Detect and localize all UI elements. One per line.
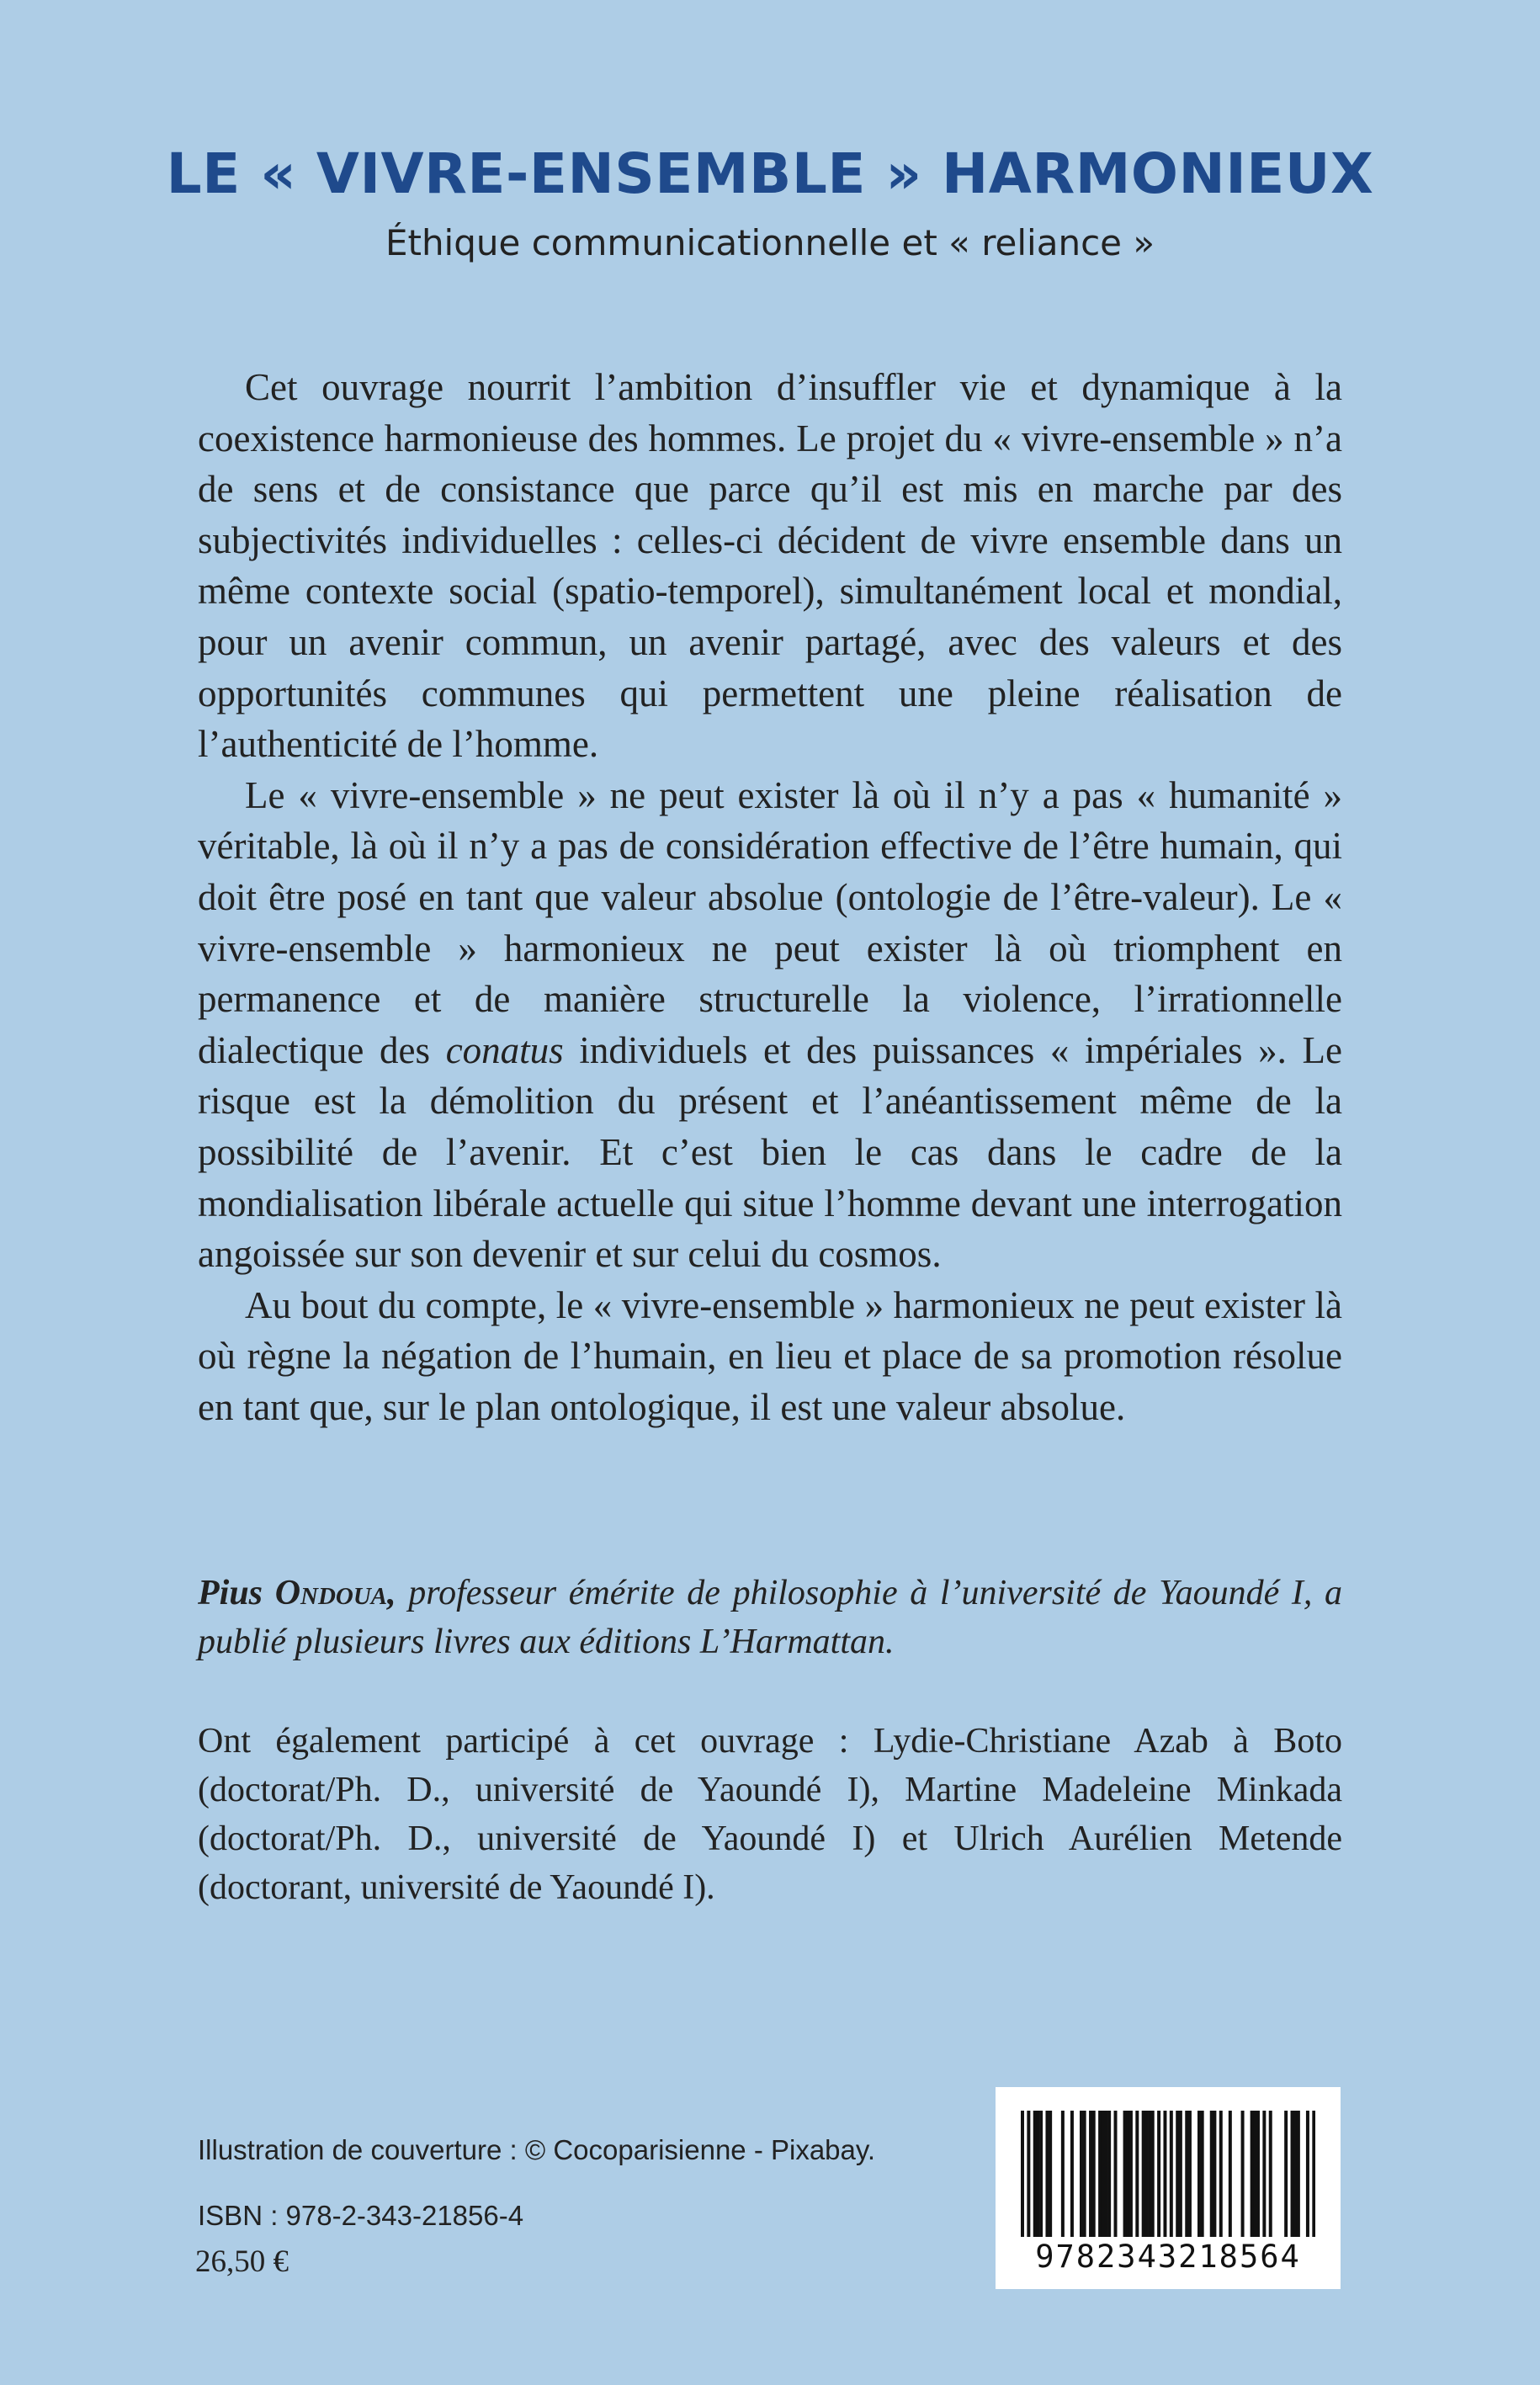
barcode-bar	[1098, 2111, 1102, 2237]
barcode-bar	[1201, 2111, 1204, 2237]
barcode-bar	[1262, 2111, 1266, 2237]
barcode-bar	[1114, 2111, 1118, 2237]
barcode-bar	[1251, 2111, 1254, 2237]
barcode-bar	[1061, 2111, 1065, 2237]
barcode-bar	[1021, 2111, 1024, 2237]
barcode-bar	[1102, 2111, 1105, 2237]
barcode-bar	[1306, 2111, 1309, 2237]
barcode-bar	[1291, 2111, 1294, 2237]
barcode-bar	[1213, 2111, 1216, 2237]
barcode-bar	[1151, 2111, 1155, 2237]
barcode-bar	[1092, 2111, 1096, 2237]
barcode-bar	[1170, 2111, 1173, 2237]
contributors-note: Ont également participé à cet ouvrage : Lydie-Christiane Azab à Boto (doctorat/Ph. D., université de Yaoundé I), Martine Madeleine Minkada (doctorat/Ph. D., université de Yaoundé I) et Ulrich Aurélien Metende (doctorant, université de Yaoundé I).	[198, 1722, 1342, 1907]
book-subtitle: Éthique communicationnelle et « reliance »	[385, 222, 1155, 263]
blurb-paragraph-2	[198, 770, 1342, 1280]
author-bio	[198, 1569, 1342, 1666]
barcode-bar	[1126, 2111, 1129, 2237]
barcode-bar	[1256, 2111, 1260, 2237]
barcode-bar	[1185, 2111, 1188, 2237]
barcode-bar	[1107, 2111, 1111, 2237]
barcode-digits: 9782343218564	[1035, 2239, 1301, 2275]
barcode-bar	[1210, 2111, 1213, 2237]
barcode	[996, 2087, 1341, 2289]
author-bio-text: professeur émérite de philosophie à l’université de Yaoundé I, a publié plusieurs livres aux éditions L’Harmattan.	[198, 1574, 1343, 1661]
barcode-bar	[1135, 2111, 1139, 2237]
barcode-bar	[1176, 2111, 1179, 2237]
barcode-bar	[1269, 2111, 1272, 2237]
blurb-paragraph-2-end: individuels et des puissances « impériales ». Le risque est la démolition du présent et l’anéantissement même de la possibilité de l’avenir. Et c’est bien le cas dans le cadre de la mondialisation libérale actuelle qui situe l’homme devant une interrogation angoissée sur son devenir et sur celui du cosmos.	[198, 1028, 1342, 1276]
barcode-bar	[1312, 2111, 1315, 2237]
barcode-bar	[1027, 2111, 1030, 2237]
barcode-bar	[1123, 2111, 1127, 2237]
barcode-bar	[1142, 2111, 1145, 2237]
barcode-bar	[1083, 2111, 1086, 2237]
barcode-bar	[1033, 2111, 1037, 2237]
barcode-bar	[1293, 2111, 1297, 2237]
barcode-bar	[1148, 2111, 1151, 2237]
barcode-bar	[1253, 2111, 1256, 2237]
cover-illustration-credit: Illustration de couverture : © Cocoparisienne - Pixabay.	[198, 2134, 876, 2165]
barcode-bar	[1049, 2111, 1052, 2237]
back-cover-blurb	[198, 362, 1342, 1432]
barcode-bar	[1080, 2111, 1083, 2237]
blurb-paragraph-2-start: Le « vivre-ensemble » ne peut exister là où il n’y a pas « humanité » véritable, là où il n’y a pas de considération effective de l’être humain, qui doit être posé en tant que valeur absolue (ontologie de l’être-valeur). Le « vivre-ensemble » harmonieux ne peut exister là où triomphent en permanence et de manière structurelle la violence, l’irrationnelle dialectique des	[198, 773, 1342, 1071]
barcode-bar	[1188, 2111, 1192, 2237]
author-first-name: Pius	[198, 1574, 263, 1612]
author-last-name: Ondoua,	[274, 1574, 396, 1612]
barcode-bar	[1045, 2111, 1049, 2237]
barcode-bar	[1229, 2111, 1232, 2237]
barcode-bar	[1104, 2111, 1107, 2237]
barcode-bars	[1021, 2111, 1315, 2237]
book-title: LE « VIVRE-ENSEMBLE » HARMONIEUX	[166, 141, 1374, 206]
barcode-bar	[1129, 2111, 1133, 2237]
barcode-bar	[1089, 2111, 1092, 2237]
barcode-bar	[1157, 2111, 1160, 2237]
barcode-bar	[1163, 2111, 1166, 2237]
barcode-bar	[1179, 2111, 1182, 2237]
barcode-bar	[1036, 2111, 1039, 2237]
barcode-bar	[1144, 2111, 1148, 2237]
barcode-bar	[1039, 2111, 1043, 2237]
blurb-paragraph-3: Au bout du compte, le « vivre-ensemble » harmonieux ne peut exister là où règne la négation de l’humain, en lieu et place de sa promotion résolue en tant que, sur le plan ontologique, il est une valeur absolue.	[198, 1283, 1342, 1428]
barcode-bar	[1219, 2111, 1223, 2237]
price: 26,50 €	[195, 2244, 289, 2279]
barcode-bar	[1297, 2111, 1300, 2237]
blurb-paragraph-1: Cet ouvrage nourrit l’ambition d’insuffler vie et dynamique à la coexistence harmonieuse des hommes. Le projet du « vivre-ensemble » n’a de sens et de consistance que parce qu’il est mis en marche par des subjectivités individuelles : celles-ci décident de vivre ensemble dans un même contexte social (spatio-temporel), simultanément local et mondial, pour un avenir commun, un avenir partagé, avec des valeurs et des opportunités communes qui permettent une pleine réalisation de l’authenticité de l’homme.	[198, 366, 1342, 766]
blurb-italic-term: conatus	[445, 1028, 564, 1071]
barcode-bar	[1284, 2111, 1288, 2237]
isbn-number: ISBN : 978-2-343-21856-4	[198, 2200, 524, 2231]
barcode-bar	[1241, 2111, 1245, 2237]
barcode-bar	[1197, 2111, 1201, 2237]
barcode-bar	[1070, 2111, 1074, 2237]
